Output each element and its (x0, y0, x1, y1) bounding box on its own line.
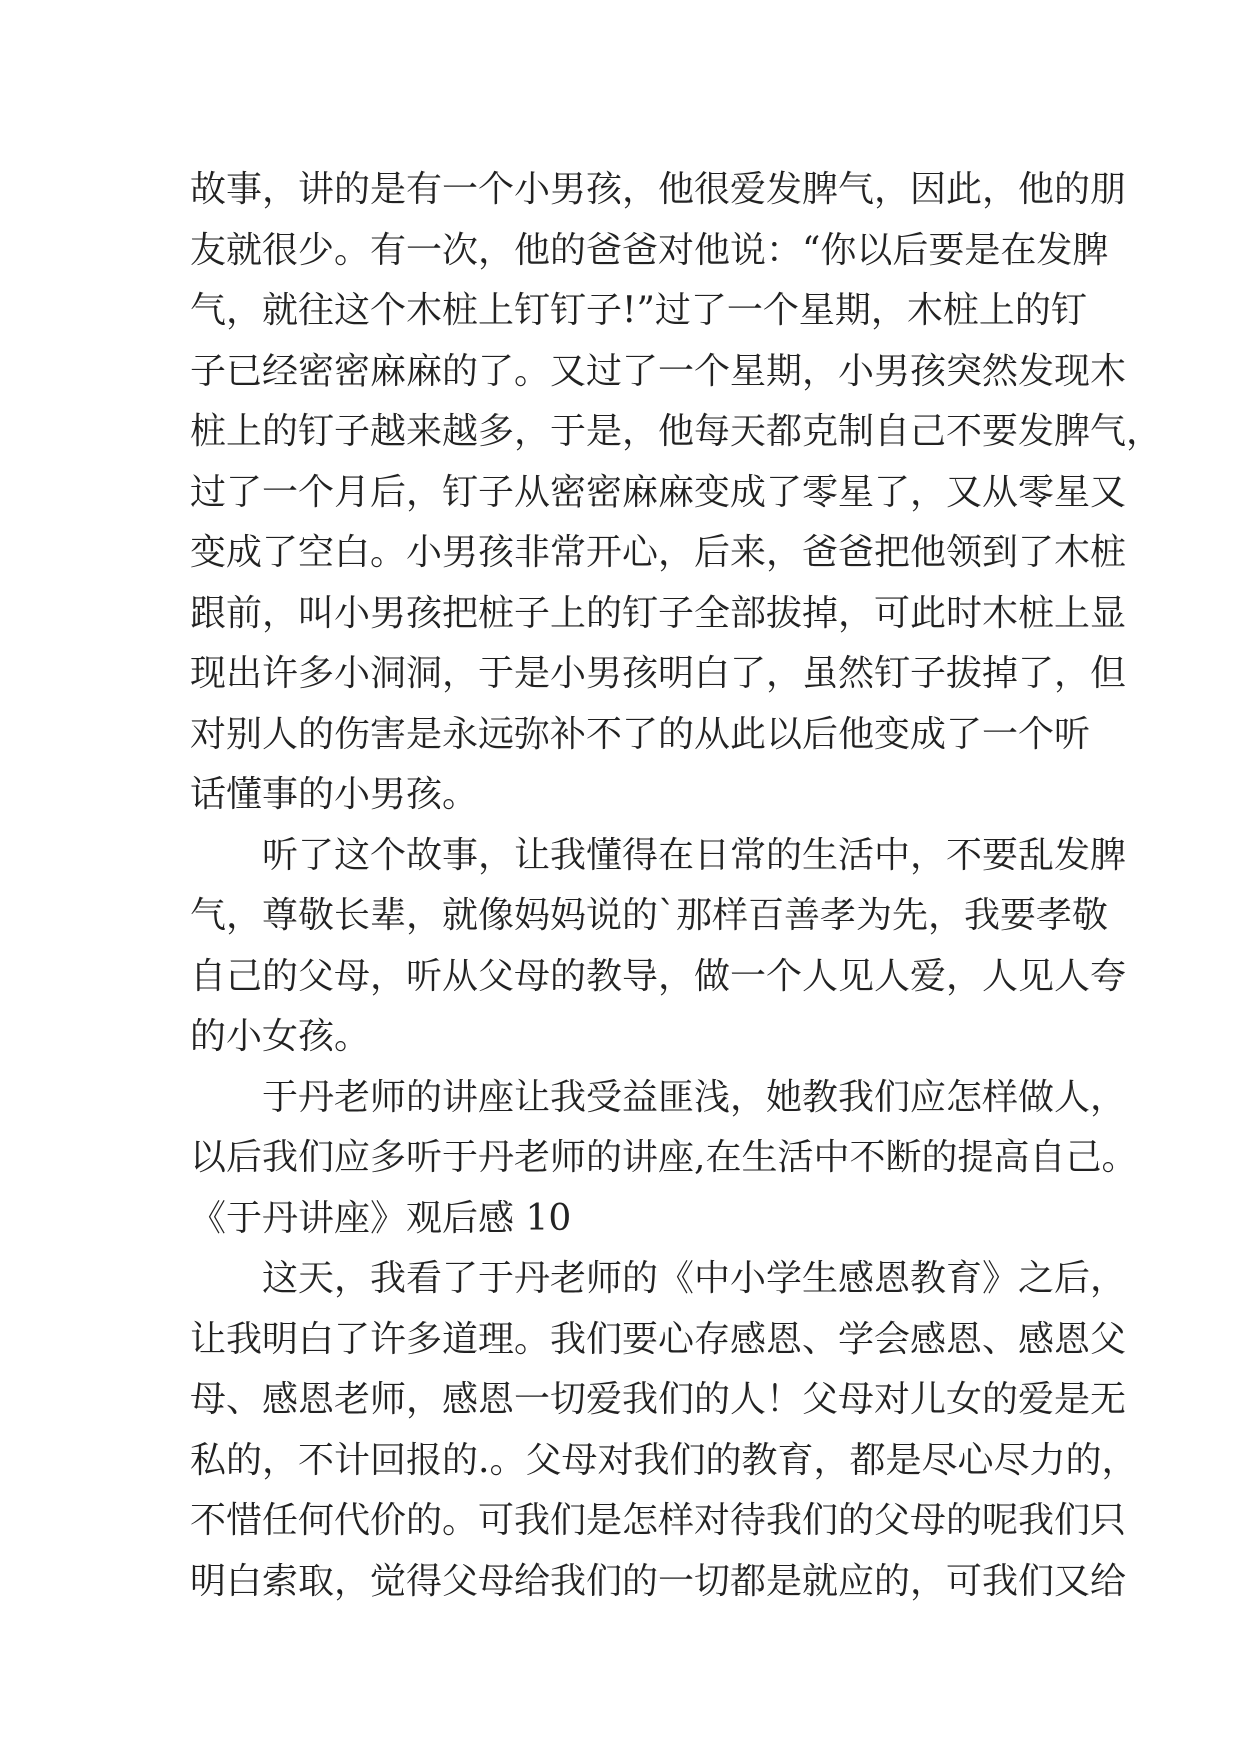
text-line: 跟前，叫小男孩把桩子上的钉子全部拔掉，可此时木桩上显 (190, 592, 1127, 634)
paragraph-start-line: 这天，我看了于丹老师的《中小学生感恩教育》之后， (262, 1258, 1127, 1299)
text-line: 的小女孩。 (190, 1016, 371, 1057)
text-line: 不惜任何代价的。可我们是怎样对待我们的父母的呢我们只 (190, 1500, 1127, 1541)
text-line: 私的，不计回报的.。父母对我们的教育，都是尽心尽力的， (190, 1439, 1138, 1481)
text-line: 明白索取，觉得父母给我们的一切都是就应的，可我们又给 (190, 1560, 1127, 1602)
section-heading: 《于丹讲座》观后感 10 (190, 1197, 572, 1239)
text-line: 气，尊敬长辈，就像妈妈说的`那样百善孝为先，我要孝敬 (190, 895, 1109, 936)
text-line: 对别人的伤害是永远弥补不了的从此以后他变成了一个听 (190, 713, 1091, 755)
text-line: 让我明白了许多道理。我们要心存感恩、学会感恩、感恩父 (190, 1318, 1127, 1360)
text-line: 桩上的钉子越来越多，于是，他每天都克制自己不要发脾气， (190, 411, 1163, 452)
text-line: 以后我们应多听于丹老师的讲座,在生活中不断的提高自己。 (190, 1137, 1138, 1178)
text-line: 话懂事的小男孩。 (190, 774, 479, 815)
text-line: 变成了空白。小男孩非常开心，后来，爸爸把他领到了木桩 (190, 532, 1127, 573)
paragraph-start-line: 于丹老师的讲座让我受益匪浅，她教我们应怎样做人， (262, 1076, 1127, 1118)
text-line: 过了一个月后，钉子从密密麻麻变成了零星了，又从零星又 (190, 471, 1127, 513)
text-line: 子已经密密麻麻的了。又过了一个星期，小男孩突然发现木 (190, 350, 1127, 392)
text-line: 母、感恩老师，感恩一切爱我们的人！父母对儿女的爱是无 (190, 1379, 1127, 1420)
text-line: 自己的父母，听从父母的教导，做一个人见人爱，人见人夸 (190, 955, 1127, 997)
text-line: 现出许多小洞洞，于是小男孩明白了，虽然钉子拔掉了，但 (190, 653, 1127, 694)
text-line: 故事，讲的是有一个小男孩，他很爱发脾气，因此，他的朋 (190, 169, 1127, 210)
paragraph-start-line: 听了这个故事，让我懂得在日常的生活中，不要乱发脾 (262, 834, 1127, 876)
body-text (190, 160, 1163, 1612)
text-line: 气，就往这个木桩上钉钉子!”过了一个星期，木桩上的钉 (190, 290, 1087, 331)
text-line: 友就很少。有一次，他的爸爸对他说：“你以后要是在发脾 (190, 229, 1109, 271)
